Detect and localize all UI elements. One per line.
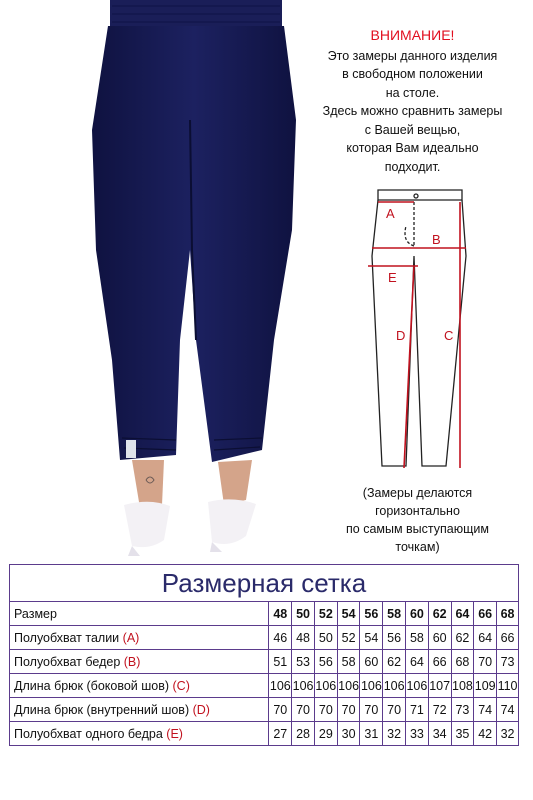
table-title: Размерная сетка — [10, 565, 519, 602]
label-e: E — [388, 270, 397, 285]
row-code: (B) — [123, 654, 141, 669]
value-cell: 33 — [406, 722, 429, 746]
label-b: B — [432, 232, 441, 247]
value-cell: 70 — [337, 698, 360, 722]
measurement-notice — [305, 26, 520, 176]
size-cell: 54 — [337, 602, 360, 626]
size-cell: 68 — [497, 602, 519, 626]
size-cell: 50 — [292, 602, 315, 626]
value-cell: 56 — [383, 626, 406, 650]
value-cell: 66 — [497, 626, 519, 650]
note-line: по самым выступающим — [346, 522, 489, 536]
value-cell: 62 — [451, 626, 474, 650]
notice-line: Это замеры данного изделия — [327, 48, 498, 63]
size-cell: 60 — [406, 602, 429, 626]
table-row — [10, 650, 519, 674]
measurement-diagram — [358, 186, 476, 472]
value-cell: 32 — [497, 722, 519, 746]
table-title-row — [10, 565, 519, 602]
value-cell: 106 — [269, 674, 292, 698]
size-cell: 66 — [474, 602, 497, 626]
value-cell: 56 — [314, 650, 337, 674]
value-cell: 53 — [292, 650, 315, 674]
label-c: C — [444, 328, 454, 343]
value-cell: 68 — [451, 650, 474, 674]
row-label: Полуобхват бедер — [14, 654, 121, 669]
value-cell: 72 — [428, 698, 451, 722]
value-cell: 106 — [360, 674, 383, 698]
note-line: (Замеры делаются — [362, 486, 473, 500]
value-cell: 60 — [428, 626, 451, 650]
size-chart — [9, 564, 519, 760]
value-cell: 30 — [337, 722, 360, 746]
value-cell: 64 — [406, 650, 429, 674]
notice-line: подходит. — [384, 159, 441, 174]
row-code: (C) — [172, 678, 190, 693]
value-cell: 32 — [383, 722, 406, 746]
row-label: Длина брюк (боковой шов) — [14, 678, 170, 693]
value-cell: 54 — [360, 626, 383, 650]
row-code: (A) — [122, 630, 140, 645]
table-row — [10, 698, 519, 722]
value-cell: 34 — [428, 722, 451, 746]
note-line: горизонтально — [375, 504, 460, 518]
label-a: A — [386, 206, 395, 221]
value-cell: 52 — [337, 626, 360, 650]
notice-line: которая Вам идеально — [346, 141, 479, 155]
value-cell: 106 — [292, 674, 315, 698]
size-cell: 48 — [269, 602, 292, 626]
value-cell: 27 — [269, 722, 292, 746]
size-cell: 64 — [451, 602, 474, 626]
row-code: (E) — [166, 726, 183, 741]
value-cell: 28 — [292, 722, 315, 746]
value-cell: 73 — [497, 650, 519, 674]
value-cell: 70 — [383, 698, 406, 722]
value-cell: 46 — [269, 626, 292, 650]
table-row — [10, 674, 519, 698]
value-cell: 35 — [451, 722, 474, 746]
value-cell: 62 — [383, 650, 406, 674]
value-cell: 51 — [269, 650, 292, 674]
value-cell: 106 — [406, 674, 429, 698]
value-cell: 66 — [428, 650, 451, 674]
value-cell: 106 — [337, 674, 360, 698]
value-cell: 42 — [474, 722, 497, 746]
value-cell: 110 — [497, 674, 519, 698]
row-label: Полуобхват талии — [14, 630, 120, 645]
value-cell: 74 — [474, 698, 497, 722]
value-cell: 108 — [451, 674, 474, 698]
size-cell: 56 — [360, 602, 383, 626]
value-cell: 31 — [360, 722, 383, 746]
notice-line: с Вашей вещью, — [364, 122, 461, 137]
value-cell: 107 — [428, 674, 451, 698]
note-line: точкам) — [395, 540, 440, 554]
value-cell: 70 — [360, 698, 383, 722]
table-row — [10, 626, 519, 650]
value-cell: 58 — [337, 650, 360, 674]
value-cell: 106 — [314, 674, 337, 698]
notice-line: в свободном положении — [342, 67, 483, 81]
value-cell: 109 — [474, 674, 497, 698]
measurement-note — [325, 484, 510, 556]
value-cell: 64 — [474, 626, 497, 650]
value-cell: 70 — [292, 698, 315, 722]
value-cell: 106 — [383, 674, 406, 698]
value-cell: 70 — [314, 698, 337, 722]
size-table — [9, 564, 519, 746]
value-cell: 71 — [406, 698, 429, 722]
value-cell: 60 — [360, 650, 383, 674]
size-cell: 52 — [314, 602, 337, 626]
header-label: Размер — [10, 602, 269, 626]
table-row — [10, 722, 519, 746]
value-cell: 73 — [451, 698, 474, 722]
value-cell: 70 — [474, 650, 497, 674]
notice-line: на столе. — [385, 85, 440, 100]
value-cell: 58 — [406, 626, 429, 650]
notice-line: Здесь можно сравнить замеры — [322, 104, 503, 118]
notice-warning: ВНИМАНИЕ! — [370, 27, 455, 43]
value-cell: 70 — [269, 698, 292, 722]
value-cell: 50 — [314, 626, 337, 650]
value-cell: 29 — [314, 722, 337, 746]
table-header-row — [10, 602, 519, 626]
value-cell: 48 — [292, 626, 315, 650]
row-code: (D) — [192, 702, 210, 717]
size-cell: 58 — [383, 602, 406, 626]
row-label: Полуобхват одного бедра — [14, 726, 163, 741]
size-cell: 62 — [428, 602, 451, 626]
product-photo — [0, 0, 300, 560]
value-cell: 74 — [497, 698, 519, 722]
label-d: D — [396, 328, 406, 343]
row-label: Длина брюк (внутренний шов) — [14, 702, 190, 717]
